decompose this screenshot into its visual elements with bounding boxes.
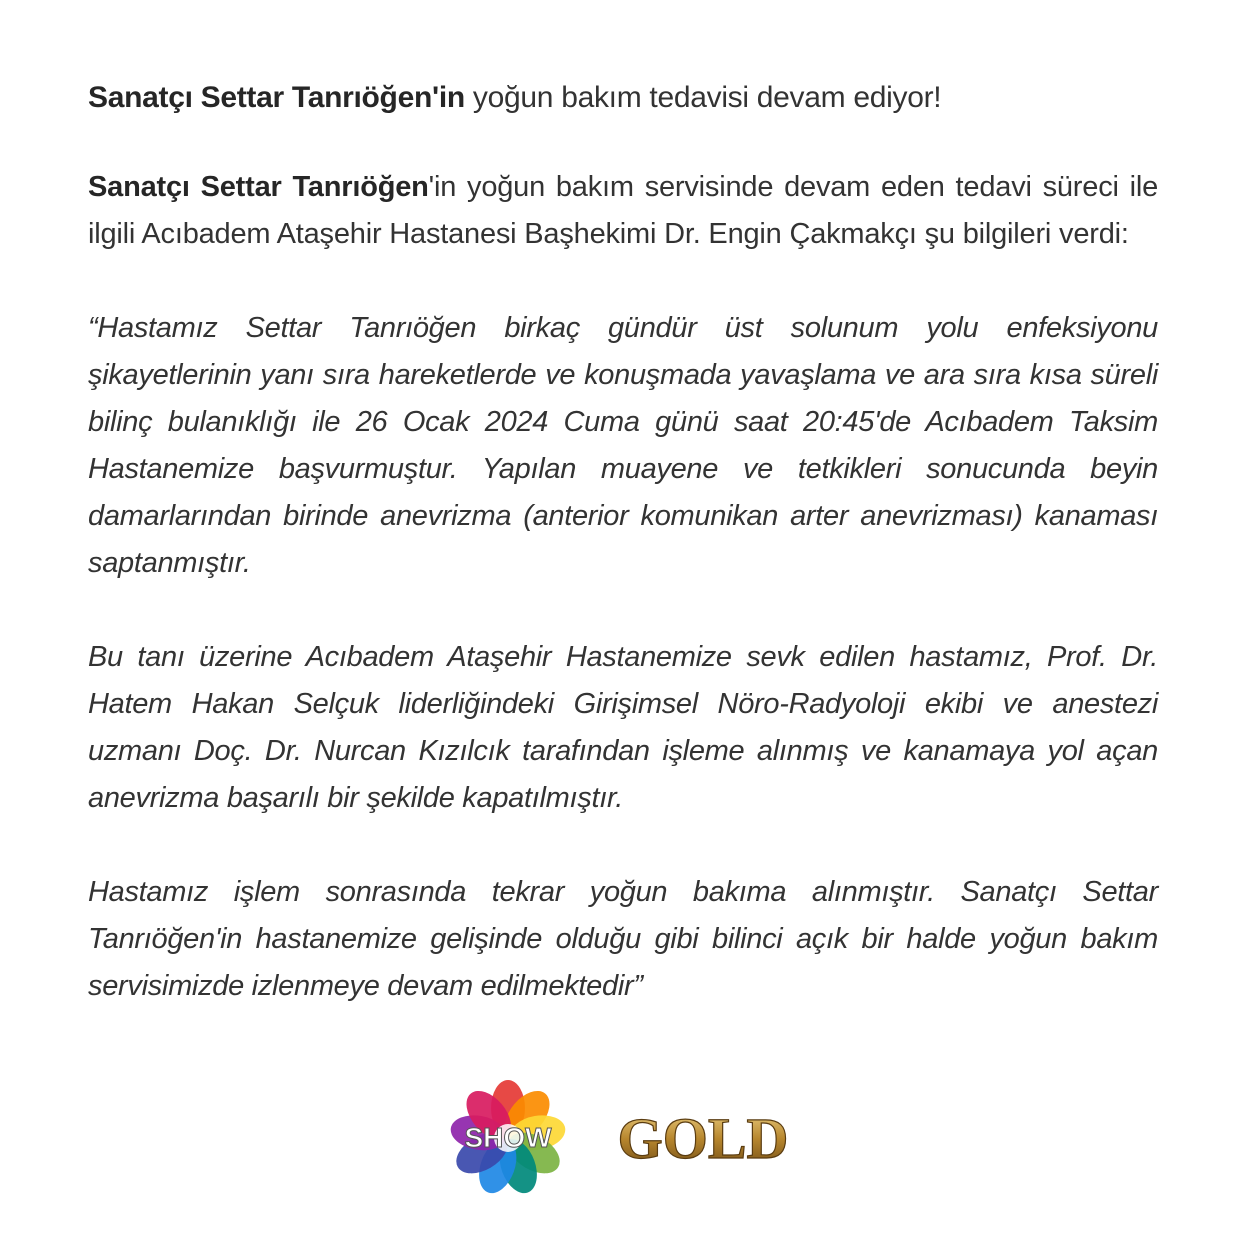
intro-rest: 'in yoğun bakım servisinde devam eden tedavi süreci ile ilgili Acıbadem Ataşehir Hastanesi Başhekimi Dr. Engin Çakmakçı şu bilgileri verdi:	[88, 171, 1158, 250]
show-logo-text: SHOW	[464, 1122, 552, 1153]
headline	[88, 76, 1158, 120]
intro-bold: Sanatçı Settar Tanrıöğen	[88, 171, 429, 203]
quote-paragraph-3: Hastamız işlem sonrasında tekrar yoğun bakıma alınmıştır. Sanatçı Settar Tanrıöğen'in hastanemize gelişinde olduğu gibi bilinci açık bir halde yoğun bakım servisimizde izlenmeye devam edilmektedir”	[88, 876, 1158, 1002]
show-tv-logo	[450, 1080, 566, 1196]
intro-paragraph	[88, 164, 1158, 258]
gold-logo-text: GOLD	[617, 1106, 789, 1170]
quote-paragraph-2: Bu tanı üzerine Acıbadem Ataşehir Hastanemize sevk edilen hastamız, Prof. Dr. Hatem Hakan Selçuk liderliğindeki Girişimsel Nöro-Radyoloji ekibi ve anestezi uzmanı Doç. Dr. Nurcan Kızılcık tarafından işleme alınmış ve kanamaya yol açan anevrizma başarılı bir şekilde kapatılmıştır.	[88, 641, 1158, 814]
gold-logo	[608, 1106, 798, 1170]
headline-bold: Sanatçı Settar Tanrıöğen'in	[88, 81, 465, 114]
quote-paragraph-1: “Hastamız Settar Tanrıöğen birkaç gündür üst solunum yolu enfeksiyonu şikayetlerinin yanı sıra hareketlerde ve konuşmada yavaşlama ve ara sıra kısa süreli bilinç bulanıklığı ile 26 Ocak 2024 Cuma günü saat 20:45'de Acıbadem Taksim Hastanemize başvurmuştur. Yapılan muayene ve tetkikleri sonucunda beyin damarlarından birinde anevrizma (anterior komunikan arter anevrizması) kanaması saptanmıştır.	[88, 312, 1158, 579]
statement-document	[88, 76, 1158, 1057]
headline-rest: yoğun bakım tedavisi devam ediyor!	[464, 81, 942, 114]
logo-row	[0, 1080, 1245, 1200]
